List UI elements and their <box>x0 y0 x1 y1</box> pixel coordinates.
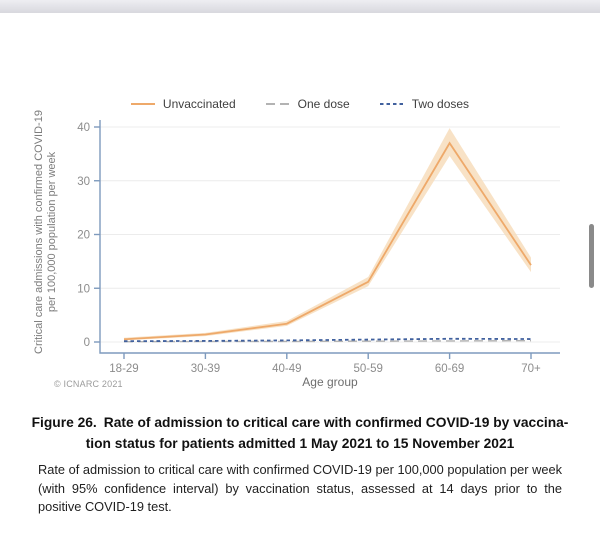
figure-chart <box>0 13 600 405</box>
series-line-two-doses <box>124 339 531 341</box>
figure-number-label: Figure 26. <box>31 415 97 430</box>
x-tick-label-50-59: 50-59 <box>353 363 383 375</box>
chart-legend <box>0 97 600 111</box>
legend-line-sample-one-dose <box>266 101 290 107</box>
legend-line-sample-unvaccinated <box>131 101 155 107</box>
axis-lines <box>100 120 560 353</box>
y-axis-title-line2: per 100,000 population per week <box>46 151 58 313</box>
y-axis-title-line1: Critical care admissions with confirmed COVID-19 <box>33 110 45 354</box>
vertical-scrollbar-thumb[interactable] <box>589 224 594 288</box>
copyright-note: © ICNARC 2021 <box>54 379 123 389</box>
series-line-unvaccinated <box>124 143 531 339</box>
covid-admissions-line-chart <box>0 13 600 405</box>
legend-label-unvaccinated: Unvaccinated <box>162 97 236 111</box>
x-tick-label-60-69: 60-69 <box>434 363 465 375</box>
window-top-bar <box>0 0 600 14</box>
legend-label-one-dose: One dose <box>297 97 350 111</box>
figure-caption-line2: tion status for patients admitted 1 May 2021 to 15 November 2021 <box>85 435 515 451</box>
figure-caption-line1 <box>0 413 600 434</box>
figure-caption <box>0 413 600 454</box>
y-tick-label-30: 30 <box>77 175 90 188</box>
x-tick-label-18-29: 18-29 <box>109 363 139 375</box>
legend-line-sample-two-doses <box>380 101 404 107</box>
legend-item-one-dose <box>266 97 350 111</box>
legend-item-unvaccinated <box>131 97 236 111</box>
figure-description: Rate of admission to critical care with confirmed COVID-19 per 100,000 population per week (with 95% confidence interval) by vaccination status, assessed at 14 days prior to the positive COVID-19 test. <box>38 462 562 515</box>
figure-caption-text1: Rate of admission to critical care with confirmed COVID-19 by vaccina- <box>103 415 569 430</box>
y-tick-label-0: 0 <box>83 337 90 349</box>
legend-label-two-doses: Two doses <box>411 97 470 111</box>
x-tick-label-40-49: 40-49 <box>272 363 302 375</box>
y-tick-label-10: 10 <box>77 283 90 296</box>
y-tick-label-40: 40 <box>77 122 90 134</box>
legend-item-two-doses <box>380 97 469 111</box>
x-tick-label-70-: 70+ <box>521 363 541 375</box>
x-axis-title: Age group <box>302 375 358 389</box>
y-tick-label-20: 20 <box>77 229 90 242</box>
x-tick-label-30-39: 30-39 <box>190 363 221 375</box>
